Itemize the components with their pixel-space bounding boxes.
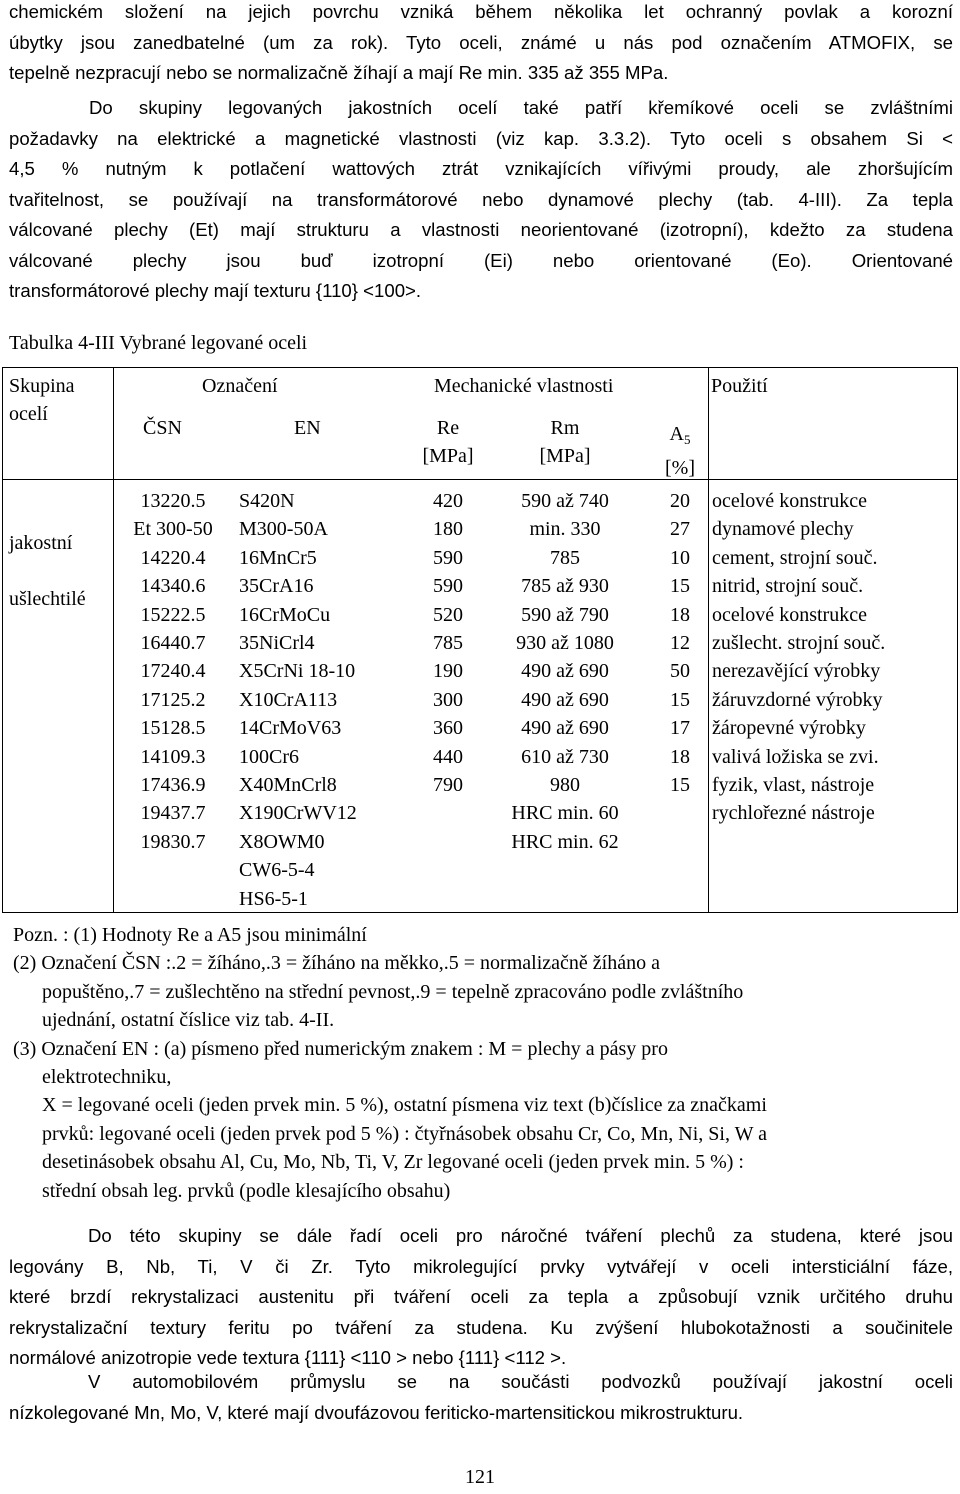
rm-cell: 490 až 690 [521,717,609,740]
a5-column [653,487,707,799]
group-column [9,515,86,627]
re-cell: 300 [433,688,463,711]
header-re-line: [MPa] [422,445,474,468]
re-cell: 785 [433,632,463,655]
a5-cell: 15 [670,688,690,711]
re-cell: 590 [433,546,463,569]
csn-cell: 15128.5 [140,717,206,740]
csn-cell: 14109.3 [140,745,206,768]
table-caption: Tabulka 4-III Vybrané legované oceli [9,332,308,354]
usage-cell: žáropevné výrobky [712,717,866,740]
en-cell: HS6-5-1 [239,887,308,910]
header-group-line: ocelí [9,403,48,426]
re-cell: 590 [433,575,463,598]
header-re [403,414,493,471]
en-column [239,487,357,913]
rm-cell: 590 až 790 [521,603,609,626]
usage-cell: cement, strojní souč. [712,546,878,569]
header-group [9,372,75,429]
header-a5 [653,420,707,483]
csn-cell: 13220.5 [140,490,206,512]
note-line: střední obsah leg. prvků (podle klesajícího obsahu) [42,1179,451,1202]
re-cell: 420 [433,490,463,512]
intro-line: chemickém složení na jejich povrchu vzniká během několika let ochranný povlak a korozní [9,1,953,22]
note-line: (3) Označení EN : (a) písmeno před numerickým znakem : M = plechy a pásy pro [13,1037,668,1060]
intro-line: úbytky jsou zanedbatelné (um za rok). Tyto oceli, známé u nás pod označením ATMOFIX, se [9,31,953,53]
a5-cell: 15 [670,774,690,797]
a5-cell: 10 [670,546,690,569]
paragraph-line: rekrystalizační textury feritu po tváření za studena. Ku zvýšení hlubokotažnosti a součinitele [9,1316,953,1338]
csn-cell: 17240.4 [140,660,206,683]
group-cell: ušlechtilé [9,588,86,610]
header-designation: Označení [202,375,278,397]
note-line: Pozn. : (1) Hodnoty Re a A5 jsou minimální [13,924,367,946]
en-cell: X10CrA113 [239,688,338,711]
re-column [403,487,493,799]
a5-cell: 20 [670,490,690,512]
usage-cell: žáruvzdorné výrobky [712,688,883,711]
re-cell: 180 [433,518,463,541]
csn-column [113,487,233,856]
rm-cell: 490 až 690 [521,660,609,683]
usage-column [712,487,885,828]
en-cell: 35CrA16 [239,575,314,598]
paragraph-line: válcované plechy (Et) mají strukturu a vlastnosti neorientované (izotropní), kdežto za studena [9,219,953,240]
note-line: ujednání, ostatní číslice viz tab. 4-II. [42,1009,335,1032]
paragraph-line: Do této skupiny se dále řadí oceli pro náročné tváření plechů za studena, které jsou [88,1225,953,1246]
usage-cell: valivá ložiska se zvi. [712,745,879,768]
usage-cell: nerezavějící výrobky [712,660,881,683]
note-line: desetinásobek obsahu Al, Cu, Mo, Nb, Ti, V, Zr legované oceli (jeden prvek min. 5 %) : [42,1151,744,1174]
usage-cell: ocelové konstrukce [712,603,867,626]
header-rm [515,414,615,471]
usage-cell: fyzik, vlast, nástroje [712,774,875,797]
header-en: EN [294,417,321,439]
table-notes [9,921,953,1205]
usage-cell: zušlecht. strojní souč. [712,632,886,655]
rm-cell: 930 až 1080 [516,632,614,655]
header-rm-line: [MPa] [539,445,591,468]
header-mechanical: Mechanické vlastnosti [434,375,614,397]
a5-cell: 12 [670,632,690,655]
en-cell: X8OWM0 [239,830,325,853]
csn-cell: 17436.9 [140,774,206,797]
intro-line: tepelně nezpracují nebo se normalizačně žíhají a mají Re min. 335 až 355 MPa. [9,62,669,83]
note-line: (2) Označení ČSN :.2 = žíháno,.3 = žíháno na měkko,.5 = normalizačně žíháno a [13,952,660,975]
note-line: X = legované oceli (jeden prvek min. 5 %), ostatní písmena viz text (b)číslice za značkami [42,1094,767,1117]
silicon-steel-paragraph [9,93,953,307]
paragraph-line: normálové anizotropie vede textura {111} <110 > nebo {111} <112 >. [9,1347,567,1368]
page-number: 121 [465,1466,495,1488]
re-cell: 440 [433,745,463,768]
en-cell: M300-50A [239,518,328,541]
usage-cell: ocelové konstrukce [712,490,867,512]
re-cell: 790 [433,774,463,797]
rm-column [485,487,645,856]
en-cell: CW6-5-4 [239,859,315,882]
re-cell: 190 [433,660,463,683]
rm-cell: 490 až 690 [521,688,609,711]
rm-cell: 785 [550,546,580,569]
csn-cell: 15222.5 [140,603,206,626]
a5-cell: 50 [670,660,690,683]
paragraph-line: legovány B, Nb, Ti, V či Zr. Tyto mikrolegující prvky vytvářejí v oceli intersticiální fáze, [9,1255,953,1277]
table-divider [708,368,709,912]
csn-cell: Et 300-50 [133,518,213,541]
a5-cell: 27 [670,518,690,541]
paragraph-line: nízkolegované Mn, Mo, V, které mají dvoufázovou feriticko-martensitickou mikrostrukturu. [9,1401,744,1423]
group-cell: jakostní [9,532,73,554]
rm-cell: 980 [550,774,580,797]
table-divider [3,479,957,480]
rm-cell: 785 až 930 [521,575,609,598]
en-cell: 16MnCr5 [239,546,317,569]
note-line: elektrotechniku, [42,1066,172,1089]
rm-cell: 610 až 730 [521,745,609,768]
rm-cell: min. 330 [529,518,601,541]
header-a5-base: A [669,423,684,445]
rm-cell: HRC min. 60 [511,802,619,825]
en-cell: X40MnCrl8 [239,774,337,797]
header-a5-unit: [%] [665,457,695,480]
paragraph-line: transformátorové plechy mají texturu {110} <100>. [9,280,422,301]
a5-cell: 18 [670,745,690,768]
header-csn: ČSN [143,417,182,439]
usage-cell: rychlořezné nástroje [712,802,875,825]
alloy-steel-table [2,367,958,913]
en-cell: X5CrNi 18-10 [239,660,356,683]
en-cell: 100Cr6 [239,745,299,768]
header-a5-sub: 5 [683,432,691,447]
paragraph-line: Do skupiny legovaných jakostních ocelí také patří křemíkové oceli se zvláštními [89,97,953,118]
paragraph-line: V automobilovém průmyslu se na součásti podvozků používají jakostní oceli [88,1371,953,1392]
a5-cell: 18 [670,603,690,626]
a5-cell: 17 [670,717,690,740]
header-rm-line: Rm [550,417,580,439]
header-group-line: Skupina [9,375,75,397]
csn-cell: 19830.7 [140,830,206,853]
csn-cell: 16440.7 [140,632,206,655]
header-re-line: Re [436,417,460,439]
note-line: prvků: legované oceli (jeden prvek pod 5 %) : čtyřnásobek obsahu Cr, Co, Mn, Ni, Si, W a [42,1122,767,1145]
rm-cell: HRC min. 62 [511,830,619,853]
csn-cell: 14340.6 [140,575,206,598]
paragraph-line: požadavky na elektrické a magnetické vlastnosti (viz kap. 3.3.2). Tyto oceli s obsahem Si < [9,127,953,149]
paragraph-line: 4,5 % nutným k potlačení wattových ztrát vznikajících vířivými proudy, ale zhoršujícím [9,158,953,179]
rm-cell: 590 až 740 [521,490,609,512]
usage-cell: nitrid, strojní souč. [712,575,864,598]
a5-cell: 15 [670,575,690,598]
re-cell: 520 [433,603,463,626]
csn-cell: 19437.7 [140,802,206,825]
paragraph-line: tvařitelnost, se používají na transformátorové nebo dynamové plechy (tab. 4-III). Za tepla [9,188,953,210]
automotive-paragraph [9,1367,953,1428]
csn-cell: 14220.4 [140,546,206,569]
en-cell: 35NiCrl4 [239,632,315,655]
re-cell: 360 [433,717,463,740]
en-cell: S420N [239,490,295,512]
csn-cell: 17125.2 [140,688,206,711]
en-cell: X190CrWV12 [239,802,357,825]
en-cell: 14CrMoV63 [239,717,342,740]
header-usage: Použití [711,375,768,397]
microalloy-paragraph [9,1221,953,1374]
paragraph-line: které brzdí rekrystalizaci austenitu při tváření oceli za tepla a způsobují vznik určitého druhu [9,1286,953,1307]
usage-cell: dynamové plechy [712,518,854,541]
en-cell: 16CrMoCu [239,603,331,626]
intro-paragraph [9,0,953,89]
paragraph-line: válcované plechy jsou buď izotropní (Ei) nebo orientované (Eo). Orientované [9,249,953,271]
note-line: popuštěno,.7 = zušlechtěno na střední pevnost,.9 = tepelně zpracováno podle zvláštního [42,980,744,1003]
